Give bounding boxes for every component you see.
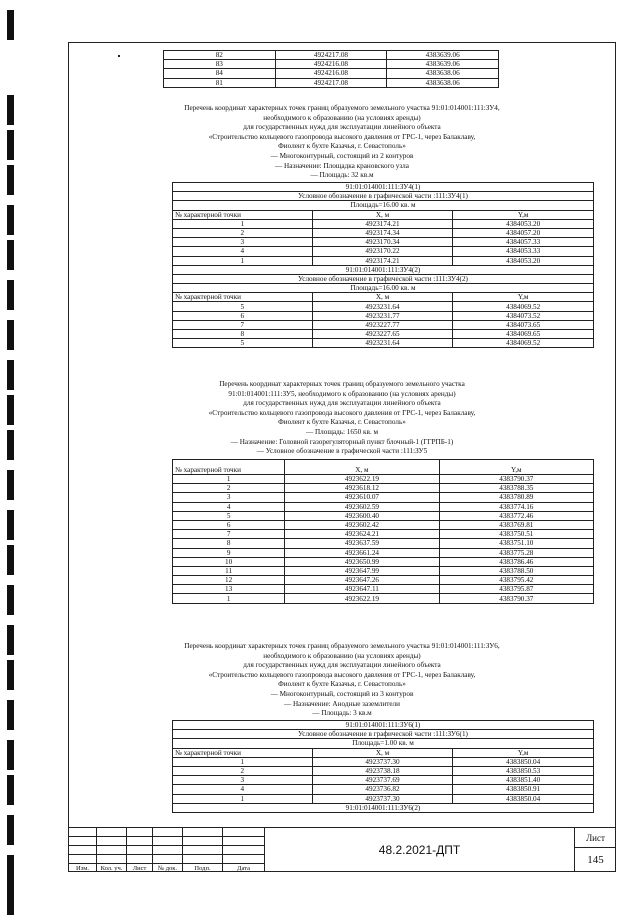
stamp-grid-cell [68,845,96,854]
part-label: Условное обозначение в графической части :111:ЗУ4(1) [173,192,594,201]
y-coordinate-cell: 4383850.04 [453,757,594,766]
table-row [173,776,594,785]
table-row [173,785,594,794]
table-row [173,330,594,339]
scan-mark [7,815,14,845]
point-number-cell: 4 [173,502,285,511]
table-row [173,502,594,511]
scan-mark [7,430,14,460]
table-row [173,247,594,256]
table-row [164,69,499,78]
table-row [173,493,594,502]
table-row [173,274,594,283]
column-header-y: Y,м [453,293,594,302]
scan-mark [7,510,14,540]
point-number-cell: 11 [173,566,285,575]
point-number-cell: 82 [164,51,276,60]
y-coordinate-cell: 4384057.33 [453,238,594,247]
x-coordinate-cell: 4923602.59 [285,502,439,511]
stamp-grid-cell [126,854,152,863]
column-header-x: X, м [285,460,439,475]
x-coordinate-cell: 4923661.24 [285,548,439,557]
x-coordinate-cell: 4923174.34 [312,228,453,237]
scan-mark [7,545,14,575]
stamp-label-3: № док. [152,863,182,872]
point-number-cell: 7 [173,530,285,539]
x-coordinate-cell: 4924217.08 [275,51,387,60]
x-coordinate-cell: 4923618.12 [285,484,439,493]
scan-mark [7,395,14,425]
table-row [173,256,594,265]
part-area: Площадь=16.00 кв. м [173,201,594,210]
scan-dot [118,55,120,57]
top-coordinates-table [163,50,499,88]
table-row [164,78,499,87]
intro-line: — Многоконтурный, состоящий из 2 контуров [270,151,414,160]
stamp-grid-cell [182,836,222,845]
x-coordinate-cell: 4923737.30 [312,794,453,803]
point-number-cell: 9 [173,548,285,557]
y-coordinate-cell: 4384053.20 [453,256,594,265]
x-coordinate-cell: 4923647.11 [285,585,439,594]
table-row [173,201,594,210]
y-coordinate-cell: 4384057.20 [453,228,594,237]
part-code: 91:01:014001:111:ЗУ6(2) [173,803,594,812]
sheet-number: 145 [587,854,604,866]
scan-margin-marks [0,0,16,905]
table-row [173,794,594,803]
document-code: 48.2.2021-ДПТ [378,843,461,857]
table-row [173,530,594,539]
intro-line: «Строительство кольцевого газопровода высокого давления от ГРС-1, через Балаклаву, [208,132,476,141]
stamp-grid-cell [222,827,264,836]
table-row [173,585,594,594]
y-coordinate-cell: 4384053.20 [453,219,594,228]
x-coordinate-cell: 4923174.21 [312,219,453,228]
x-coordinate-cell: 4923736.82 [312,785,453,794]
table-row [173,520,594,529]
part-code: 91:01:014001:111:ЗУ4(2) [173,265,594,274]
stamp-grid-cell [182,854,222,863]
table-row [173,302,594,311]
column-header-x: X, м [312,210,453,219]
x-coordinate-cell: 4924217.08 [275,78,387,87]
intro-line: Фиолент к бухте Казачья, г. Севастополь» [278,418,406,427]
table-row [173,320,594,329]
x-coordinate-cell: 4923227.77 [312,320,453,329]
title-block-stamp [68,827,616,872]
intro-line: — Площадь: 1650 кв. м [305,427,378,436]
scan-mark [7,280,14,310]
stamp-grid-cell [126,845,152,854]
scan-mark [7,700,14,730]
table-row [173,265,594,274]
table-row [173,228,594,237]
intro-line: необходимого к образованию (на условиях аренды) [263,651,421,660]
y-coordinate-cell: 4384069.52 [453,302,594,311]
scan-mark [7,205,14,235]
point-number-cell: 6 [173,311,313,320]
intro-line: — Назначение: Площадка крановского узла [275,161,409,170]
stamp-grid-cell [126,836,152,845]
stamp-label-5: Дата [222,863,264,872]
column-header-x: X, м [312,293,453,302]
point-number-cell: 1 [173,475,285,484]
x-coordinate-cell: 4923647.26 [285,576,439,585]
y-coordinate-cell: 4383850.91 [453,785,594,794]
column-header-point: № характерной точки [173,460,285,475]
y-coordinate-cell: 4384073.52 [453,311,594,320]
x-coordinate-cell: 4923622.19 [285,594,439,603]
stamp-grid-cell [96,827,126,836]
point-number-cell: 3 [173,776,313,785]
y-coordinate-cell: 4383775.28 [439,548,593,557]
table-row [164,51,499,60]
table-row [173,576,594,585]
stamp-grid-cell [222,854,264,863]
table-row [173,192,594,201]
stamp-grid-cell [152,854,182,863]
table-row [173,721,594,730]
table-row [173,757,594,766]
stamp-grid-cell [126,827,152,836]
column-header-y: Y,м [453,748,594,757]
intro-line: 91:01:014001:111:ЗУ5, необходимого к образованию (на условиях аренды) [228,389,456,398]
y-coordinate-cell: 4384053.33 [453,247,594,256]
scan-mark [7,885,14,915]
y-coordinate-cell: 4383774.16 [439,502,593,511]
y-coordinate-cell: 4383639.06 [387,51,499,60]
scan-mark [7,130,14,160]
table-row [173,594,594,603]
scan-mark [7,625,14,655]
x-coordinate-cell: 4923174.21 [312,256,453,265]
point-number-cell: 10 [173,557,285,566]
scan-mark [7,470,14,500]
x-coordinate-cell: 4923647.99 [285,566,439,575]
intro-line: — Площадь: 3 кв.м [312,709,372,718]
scan-mark [7,95,14,125]
intro-line: «Строительство кольцевого газопровода высокого давления от ГРС-1, через Балаклаву, [208,670,476,679]
table-row [173,475,594,484]
stamp-grid-cell [222,845,264,854]
table-row [173,548,594,557]
y-coordinate-cell: 4383790.37 [439,475,593,484]
table-row [173,566,594,575]
point-number-cell: 2 [173,484,285,493]
intro-line: для государственных нужд для эксплуатации линейного объекта [243,399,441,408]
table-row [173,339,594,348]
table-header-row [173,210,594,219]
zu6-table [172,720,594,813]
table-row [173,557,594,566]
y-coordinate-cell: 4383850.04 [453,794,594,803]
point-number-cell: 6 [173,520,285,529]
stamp-grid-cell [96,854,126,863]
table-row [173,730,594,739]
table-row [173,284,594,293]
x-coordinate-cell: 4923170.22 [312,247,453,256]
stamp-grid-cell [182,845,222,854]
point-number-cell: 81 [164,78,276,87]
x-coordinate-cell: 4923600.40 [285,511,439,520]
intro-line: для государственных нужд для эксплуатации линейного объекта [243,661,441,670]
column-header-y: Y,м [453,210,594,219]
table-row [173,238,594,247]
scan-mark [7,660,14,690]
x-coordinate-cell: 4924216.08 [275,60,387,69]
point-number-cell: 5 [173,302,313,311]
table-row [173,539,594,548]
scan-mark [7,585,14,615]
x-coordinate-cell: 4923227.65 [312,330,453,339]
y-coordinate-cell: 4383850.53 [453,766,594,775]
column-header-point: № характерной точки [173,748,313,757]
point-number-cell: 5 [173,339,313,348]
part-code: 91:01:014001:111:ЗУ6(1) [173,721,594,730]
stamp-grid-cell [68,854,96,863]
stamp-grid-cell [222,836,264,845]
intro-line: для государственных нужд для эксплуатации линейного объекта [243,123,441,132]
point-number-cell: 2 [173,766,313,775]
point-number-cell: 5 [173,511,285,520]
table-row [173,739,594,748]
point-number-cell: 2 [173,228,313,237]
y-coordinate-cell: 4383772.46 [439,511,593,520]
y-coordinate-cell: 4383750.51 [439,530,593,539]
zu4-intro [68,104,616,181]
stamp-grid-cell [152,827,182,836]
intro-line: «Строительство кольцевого газопровода высокого давления от ГРС-1, через Балаклаву, [208,408,476,417]
y-coordinate-cell: 4383638.06 [387,78,499,87]
x-coordinate-cell: 4923610.07 [285,493,439,502]
stamp-grid-cell [182,827,222,836]
table-row [173,484,594,493]
scan-mark [7,775,14,805]
intro-line: Перечень координат характерных точек границ образуемого земельного участка 91:01:014001:111:ЗУ6, [184,642,500,650]
x-coordinate-cell: 4924216.08 [275,69,387,78]
intro-line: Перечень координат характерных точек границ образуемого земельного участка 91:01:014001:111:ЗУ4, [184,104,500,112]
y-coordinate-cell: 4383786.46 [439,557,593,566]
zu6-intro [68,642,616,719]
x-coordinate-cell: 4923231.77 [312,311,453,320]
x-coordinate-cell: 4923602.42 [285,520,439,529]
point-number-cell: 83 [164,60,276,69]
column-header-point: № характерной точки [173,293,313,302]
stamp-grid-cell [152,845,182,854]
stamp-label-2: Лист [126,863,152,872]
y-coordinate-cell: 4383795.87 [439,585,593,594]
table-row [173,219,594,228]
table-row [173,766,594,775]
y-coordinate-cell: 4383780.89 [439,493,593,502]
x-coordinate-cell: 4923231.64 [312,339,453,348]
table-header-row [173,460,594,475]
intro-line: — Условное обозначение в графической части :111:ЗУ5 [256,447,428,456]
sheet-label: Лист [586,832,605,843]
y-coordinate-cell: 4383638.06 [387,69,499,78]
point-number-cell: 3 [173,238,313,247]
table-row [173,803,594,812]
stamp-grid-cell [68,827,96,836]
point-number-cell: 4 [173,785,313,794]
column-header-x: X, м [312,748,453,757]
part-area: Площадь=1.00 кв. м [173,739,594,748]
point-number-cell: 13 [173,585,285,594]
stamp-grid-cell [96,836,126,845]
x-coordinate-cell: 4923650.99 [285,557,439,566]
point-number-cell: 8 [173,330,313,339]
point-number-cell: 1 [173,219,313,228]
stamp-grid-cell [96,845,126,854]
y-coordinate-cell: 4383790.37 [439,594,593,603]
y-coordinate-cell: 4383788.50 [439,566,593,575]
scan-mark [7,740,14,770]
point-number-cell: 3 [173,493,285,502]
stamp-grid-cell [152,836,182,845]
point-number-cell: 4 [173,247,313,256]
point-number-cell: 1 [173,757,313,766]
y-coordinate-cell: 4383851.40 [453,776,594,785]
scan-mark [7,10,14,40]
x-coordinate-cell: 4923170.34 [312,238,453,247]
intro-line: — Назначение: Головной газорегуляторный пункт блочный-1 (ГГРПБ-1) [230,437,454,446]
scan-mark [7,855,14,885]
stamp-label-0: Изм. [68,863,96,872]
stamp-label-1: Кол. уч. [96,863,126,872]
point-number-cell: 7 [173,320,313,329]
part-label: Условное обозначение в графической части :111:ЗУ6(1) [173,730,594,739]
point-number-cell: 1 [173,256,313,265]
zu5-intro [68,380,616,457]
column-header-point: № характерной точки [173,210,313,219]
intro-line: — Многоконтурный, состоящий из 3 контуров [270,689,414,698]
x-coordinate-cell: 4923231.64 [312,302,453,311]
y-coordinate-cell: 4383788.35 [439,484,593,493]
intro-line: Фиолент к бухте Казачья, г. Севастополь» [278,680,406,689]
part-label: Условное обозначение в графической части :111:ЗУ4(2) [173,274,594,283]
stamp-grid-cell [68,836,96,845]
table-header-row [173,748,594,757]
point-number-cell: 84 [164,69,276,78]
y-coordinate-cell: 4383751.10 [439,539,593,548]
scan-mark [7,360,14,390]
table-row [173,183,594,192]
table-row [164,60,499,69]
intro-line: Фиолент к бухте Казачья, г. Севастополь» [278,142,406,151]
zu4-table [172,182,594,348]
point-number-cell: 8 [173,539,285,548]
x-coordinate-cell: 4923738.18 [312,766,453,775]
intro-line: Перечень координат характерных точек границ образуемого земельного участка [219,380,465,388]
part-area: Площадь=16.00 кв. м [173,284,594,293]
x-coordinate-cell: 4923624.21 [285,530,439,539]
scan-mark [7,240,14,270]
y-coordinate-cell: 4384073.65 [453,320,594,329]
x-coordinate-cell: 4923637.59 [285,539,439,548]
y-coordinate-cell: 4384069.52 [453,339,594,348]
x-coordinate-cell: 4923737.69 [312,776,453,785]
table-row [173,311,594,320]
stamp-label-4: Подп. [182,863,222,872]
table-header-row [173,293,594,302]
x-coordinate-cell: 4923622.19 [285,475,439,484]
intro-line: — Площадь: 32 кв.м [310,171,374,180]
intro-line: необходимого к образованию (на условиях аренды) [263,113,421,122]
point-number-cell: 1 [173,794,313,803]
y-coordinate-cell: 4383795.42 [439,576,593,585]
scan-mark [7,320,14,350]
part-code: 91:01:014001:111:ЗУ4(1) [173,183,594,192]
scan-mark [7,165,14,195]
point-number-cell: 12 [173,576,285,585]
table-row [173,511,594,520]
zu5-table [172,459,594,604]
y-coordinate-cell: 4384069.65 [453,330,594,339]
y-coordinate-cell: 4383639.06 [387,60,499,69]
point-number-cell: 1 [173,594,285,603]
column-header-y: Y,м [439,460,593,475]
x-coordinate-cell: 4923737.30 [312,757,453,766]
y-coordinate-cell: 4383769.81 [439,520,593,529]
intro-line: — Назначение: Анодные заземлители [284,699,400,708]
